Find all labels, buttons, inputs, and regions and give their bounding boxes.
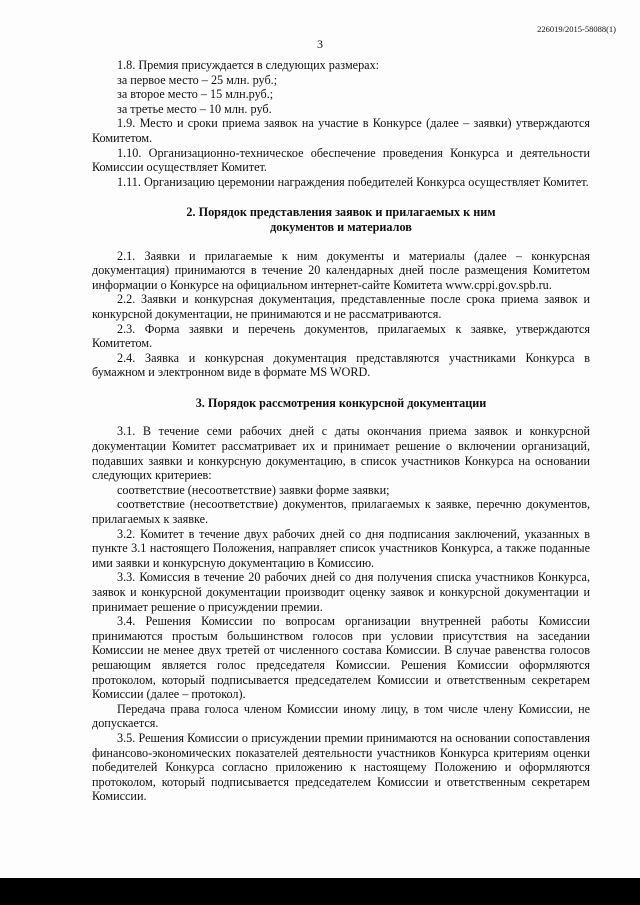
- paragraph-2-4: 2.4. Заявка и конкурсная документация представляются участниками Конкурса в бумажном и электронном виде в формате MS WORD.: [92, 350, 590, 380]
- prize-third-place: за третье место – 10 млн. руб.: [117, 101, 272, 116]
- paragraph-3-5: 3.5. Решения Комиссии о присуждении премии принимаются на основании сопоставления финансово-экономических показателей деятельности участников Конкурса критериям оценки победителей Конкурса согласно приложению к настоящему Положению и оформляются протоколом, который подписывается председателем Комиссии и ответственным секретарем Комиссии.: [92, 730, 590, 804]
- paragraph-3-2: 3.2. Комитет в течение двух рабочих дней со дня подписания заключений, указанных в пункте 3.1 настоящего Положения, направляет список участников Конкурса, а также поданные ими заявки и конкурсную документацию в Комиссию.: [92, 526, 590, 570]
- section-3-heading: [92, 396, 590, 411]
- section-2-heading-line-1: 2. Порядок представления заявок и прилагаемых к ним: [186, 205, 496, 220]
- paragraph-1-8: 1.8. Премия присуждается в следующих размерах:: [117, 58, 380, 72]
- section-2-heading-line-2: документов и материалов: [270, 219, 412, 234]
- criterion-2: соответствие (несоответствие) документов, прилагаемых к заявке, перечню документов, прилагаемых к заявке.: [92, 497, 590, 527]
- document-body: [92, 58, 590, 804]
- paragraph-1-9: 1.9. Место и сроки приема заявок на участие в Конкурсе (далее – заявки) утверждаются Комитетом.: [92, 116, 590, 145]
- paragraph-2-3: 2.3. Форма заявки и перечень документов, прилагаемых к заявке, утверждаются Комитетом.: [92, 321, 590, 351]
- document-id: 226019/2015-58088(1): [537, 24, 616, 34]
- section-2-heading: [92, 205, 590, 234]
- scan-bottom-edge: [0, 878, 640, 905]
- prize-second-place: за второе место – 15 млн.руб.;: [117, 87, 274, 102]
- page-number: 3: [317, 37, 323, 51]
- paragraph-3-1: 3.1. В течение семи рабочих дней с даты окончания приема заявок и конкурсной документации Комитет рассматривает их и принимает решение о включении организаций, подавших заявки и конкурсную документацию, в список участников Конкурса на основании следующих критериев:: [92, 424, 590, 483]
- paragraph-3-4: 3.4. Решения Комиссии по вопросам организации внутренней работы Комиссии принимаются простым большинством голосов при условии присутствия на заседании Комиссии не менее двух третей от численного состава Комиссии. В случае равенства голосов решающим является голос председателя Комиссии. Решения Комиссии оформляются протоколом, который подписывается председателем Комиссии и ответственным секретарем Комиссии (далее – протокол).: [92, 614, 590, 702]
- prize-first-place: за первое место – 25 млн. руб.;: [117, 72, 278, 87]
- paragraph-2-1: 2.1. Заявки и прилагаемые к ним документы и материалы (далее – конкурсная документация) принимаются в течение 20 календарных дней после размещения Комитетом информации о Конкурсе на официальном интернет-сайте Комитета www.cppi.gov.spb.ru.: [92, 248, 590, 292]
- paragraph-3-3: 3.3. Комиссия в течение 20 рабочих дней со дня получения списка участников Конкурса, заявок и конкурсной документации производит оценку заявок и конкурсной документации и принимает решение о присуждении премии.: [92, 570, 590, 614]
- criterion-1: соответствие (несоответствие) заявки форме заявки;: [117, 482, 390, 497]
- paragraph-3-4-vote-transfer: Передача права голоса членом Комиссии иному лицу, в том числе члену Комиссии, не допускается.: [92, 701, 590, 731]
- paragraph-1-11: 1.11. Организацию церемонии награждения победителей Конкурса осуществляет Комитет.: [117, 174, 589, 189]
- paragraph-1-10: 1.10. Организационно-техническое обеспечение проведения Конкурса и деятельности Комиссии осуществляет Комитет.: [92, 145, 590, 175]
- section-3-heading-line: 3. Порядок рассмотрения конкурсной документации: [195, 395, 487, 410]
- paragraph-2-2: 2.2. Заявки и конкурсная документация, представленные после срока приема заявок и конкурсной документации, не принимаются и не рассматриваются.: [92, 292, 590, 321]
